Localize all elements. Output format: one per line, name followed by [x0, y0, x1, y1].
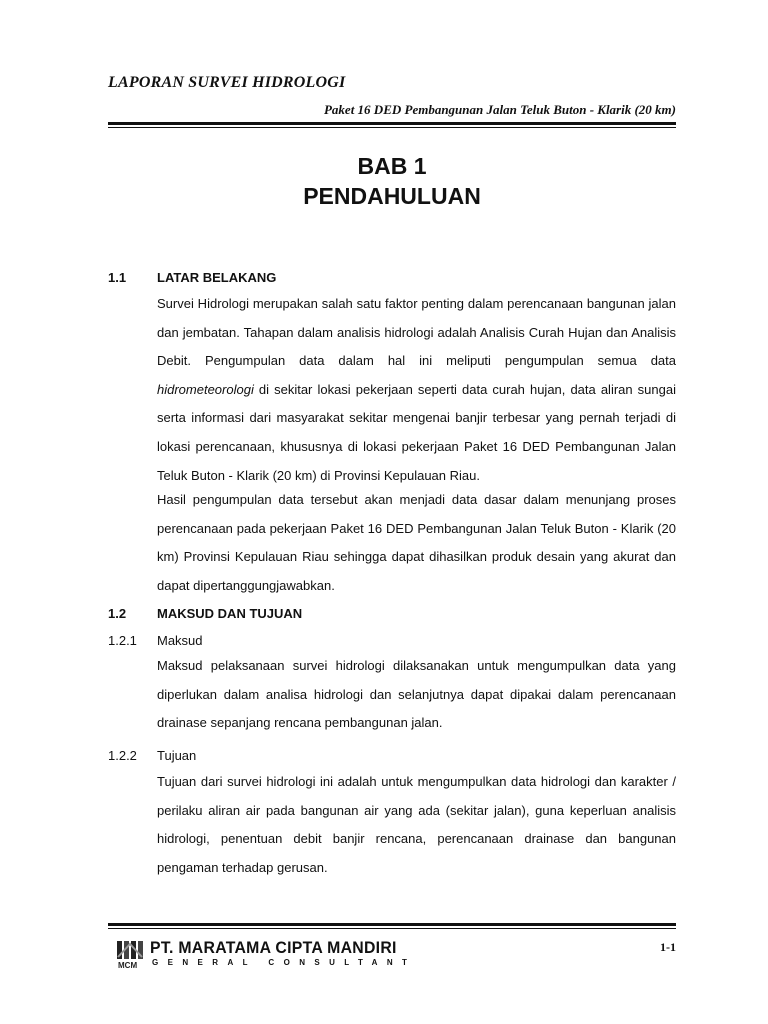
header-rule-thick: [108, 122, 676, 125]
section-number-1-2-2: 1.2.2: [108, 748, 137, 763]
section-number-1-2-1: 1.2.1: [108, 633, 137, 648]
paragraph-tujuan: Tujuan dari survei hidrologi ini adalah untuk mengumpulkan data hidrologi dan karakter / perilaku aliran air pada bangunan air yang ada (sekitar jalan), guna keperluan analisis hidrologi, penentuan debit banjir rencana, perencanaan drainase dan bangunan pengaman terhadap gerusan.: [157, 774, 676, 875]
page-number: 1-1: [660, 940, 676, 954]
section-number-1-2: 1.2: [108, 606, 127, 621]
section-title-latar-belakang: LATAR BELAKANG: [157, 270, 277, 285]
paragraph-latar-belakang-1: [157, 290, 676, 490]
company-name: PT. MARATAMA CIPTA MANDIRI: [150, 938, 397, 957]
section-title-maksud-dan-tujuan: MAKSUD DAN TUJUAN: [157, 606, 303, 621]
company-tagline: GENERAL CONSULTANT: [152, 958, 417, 967]
report-title: LAPORAN SURVEI HIDROLOGI: [108, 74, 346, 91]
company-logo-icon: [116, 940, 148, 970]
section-title-tujuan: Tujuan: [157, 748, 197, 763]
logo-text: MCM: [118, 961, 138, 970]
header-rule-thin: [108, 127, 676, 128]
paragraph-text: di sekitar lokasi pekerjaan seperti data curah hujan, data aliran sungai serta informasi dari masyarakat sekitar mengenai banjir terbesar yang pernah terjadi di lokasi perencanaan, khususnya di lokasi pekerjaan Paket 16 DED Pembangunan Jalan Teluk Buton - Klarik (20 km) di Provinsi Kepulauan Riau.: [157, 381, 676, 483]
section-title-maksud: Maksud: [157, 633, 203, 648]
chapter-number: BAB 1: [357, 153, 427, 179]
chapter-title: PENDAHULUAN: [303, 183, 481, 209]
paragraph-latar-belakang-2: Hasil pengumpulan data tersebut akan menjadi data dasar dalam menunjang proses perencanaan pada pekerjaan Paket 16 DED Pembangunan Jalan Teluk Buton - Klarik (20 km) Provinsi Kepulauan Riau sehingga dapat dihasilkan produk desain yang akurat dan dapat dipertanggungjawabkan.: [157, 492, 676, 593]
footer-rule-thin: [108, 928, 676, 929]
paragraph-maksud: Maksud pelaksanaan survei hidrologi dilaksanakan untuk mengumpulkan data yang diperlukan dalam analisa hidrologi dan selanjutnya dapat dipakai dalam perencanaan drainase sepanjang rencana pembangunan jalan.: [157, 658, 676, 731]
footer-rule-thick: [108, 923, 676, 926]
section-number-1-1: 1.1: [108, 270, 127, 285]
paragraph-text: Survei Hidrologi merupakan salah satu faktor penting dalam perencanaan bangunan jalan dan jembatan. Tahapan dalam analisis hidrologi adalah Analisis Curah Hujan dan Analisis Debit. Pengumpulan data dalam hal ini meliputi pengumpulan semua data: [157, 296, 676, 369]
report-subtitle: Paket 16 DED Pembangunan Jalan Teluk Buton - Klarik (20 km): [323, 102, 676, 117]
italic-term: hidrometeorologi: [157, 381, 254, 397]
